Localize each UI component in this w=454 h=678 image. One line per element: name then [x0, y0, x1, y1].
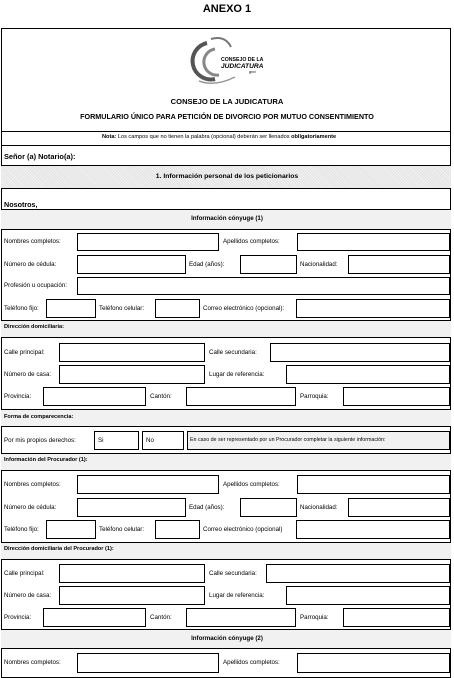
label-si: Si [98, 437, 104, 444]
salutation: Señor (a) Notario(a): [4, 152, 76, 161]
form-title: FORMULARIO ÚNICO PARA PETICIÓN DE DIVORCIO POR MUTUO CONSENTIMIENTO [80, 112, 374, 121]
procurador-cedula-field[interactable] [77, 498, 186, 517]
spouse2-title: Información cónyuge (2) [191, 635, 263, 642]
label-nombres: Nombres completos: [4, 481, 61, 488]
label-calle-principal: Calle principal: [4, 570, 45, 577]
spouse1-calle-secundaria-field[interactable] [270, 343, 450, 362]
divider [1, 188, 451, 189]
direccion-band [1, 320, 451, 338]
spouse1-numero-casa-field[interactable] [59, 365, 205, 384]
note-emphasis: obligatoriamente [291, 134, 337, 140]
label-apellidos: Apellidos completos: [223, 238, 280, 245]
procurador-correo-field[interactable] [296, 520, 450, 539]
label-canton: Cantón: [150, 393, 172, 400]
procurador-numero-casa-field[interactable] [59, 586, 205, 605]
label-telefono-celular: Teléfono celular: [99, 305, 145, 312]
label-cedula: Número de cédula: [4, 504, 57, 511]
label-info-procurador: Información del Procurador (1): [4, 457, 88, 463]
label-provincia: Provincia: [4, 393, 32, 400]
procurador-calle-secundaria-field[interactable] [266, 564, 450, 583]
label-nacionalidad: Nacionalidad: [300, 261, 338, 268]
label-direccion: Dirección domiciliaria: [4, 324, 64, 330]
procurador-calle-principal-field[interactable] [59, 564, 205, 583]
note-text [102, 134, 336, 140]
label-correo-proc: Correo electrónico (opcional) [203, 526, 283, 533]
label-apellidos: Apellidos completos: [223, 659, 280, 666]
spouse1-lugar-referencia-field[interactable] [286, 365, 450, 384]
label-nombres: Nombres completos: [4, 659, 61, 666]
label-nacionalidad: Nacionalidad: [300, 504, 338, 511]
procurador-note: En caso de ser representado por un Procurador completar la siguiente información: [190, 437, 386, 443]
org-name: CONSEJO DE LA JUDICATURA [170, 97, 284, 106]
procurador-lugar-referencia-field[interactable] [286, 586, 450, 605]
judicatura-logo [185, 35, 270, 87]
logo-emblem-icon [185, 35, 270, 87]
spouse1-title: Información cónyuge (1) [191, 215, 263, 222]
divider [1, 131, 451, 132]
spouse1-canton-field[interactable] [186, 387, 296, 406]
label-forma-comparecencia: Forma de comparecencia: [4, 414, 74, 420]
divider [1, 145, 451, 146]
spouse1-parroquia-field[interactable] [343, 387, 450, 406]
label-lugar-referencia: Lugar de referencia: [209, 371, 265, 378]
section1-title: 1. Información personal de los peticionarios [155, 173, 299, 180]
label-apellidos: Apellidos completos: [223, 481, 280, 488]
spouse2-apellidos-field[interactable] [297, 653, 450, 673]
spouse1-nacionalidad-field[interactable] [348, 255, 450, 274]
procurador-nombres-field[interactable] [77, 475, 219, 494]
label-telefono-celular: Teléfono celular: [99, 526, 145, 533]
spouse1-provincia-field[interactable] [43, 387, 146, 406]
procurador-edad-field[interactable] [240, 498, 297, 517]
label-calle-secundaria: Calle secundaria: [209, 570, 257, 577]
spouse1-nombres-field[interactable] [77, 233, 219, 251]
nosotros-label: Nosotros, [4, 200, 38, 209]
procurador-provincia-field[interactable] [43, 608, 146, 627]
label-cedula: Número de cédula: [4, 261, 57, 268]
label-calle-principal: Calle principal: [4, 349, 45, 356]
label-numero-casa: Número de casa: [4, 371, 52, 378]
spouse1-correo-field[interactable] [296, 299, 450, 318]
label-edad: Edad (años): [189, 504, 225, 511]
spouse1-edad-field[interactable] [240, 255, 297, 274]
procurador-parroquia-field[interactable] [343, 608, 450, 627]
label-calle-secundaria: Calle secundaria: [209, 349, 257, 356]
procurador-telefono-celular-field[interactable] [155, 520, 200, 539]
label-canton: Cantón: [150, 614, 172, 621]
label-edad: Edad (años): [189, 261, 225, 268]
procurador-telefono-fijo-field[interactable] [46, 520, 96, 539]
label-telefono-fijo: Teléfono fijo: [4, 526, 39, 533]
logo-line3: goo [249, 69, 256, 74]
annex-title: ANEXO 1 [202, 3, 252, 15]
label-telefono-fijo: Teléfono fijo: [4, 305, 39, 312]
label-profesion: Profesión u ocupación: [4, 282, 67, 289]
label-parroquia: Parroquia: [300, 393, 329, 400]
label-parroquia: Parroquia: [300, 614, 329, 621]
label-nombres: Nombres completos: [4, 238, 61, 245]
spouse2-nombres-field[interactable] [77, 653, 219, 673]
logo-line2: JUDICATURA [221, 63, 264, 70]
spouse1-apellidos-field[interactable] [297, 233, 450, 251]
note-prefix: Nota: [102, 134, 117, 140]
spouse1-telefono-celular-field[interactable] [155, 299, 200, 318]
procurador-nacionalidad-field[interactable] [348, 498, 450, 517]
label-provincia: Provincia: [4, 614, 32, 621]
note-body: Los campos que no tienen la palabra (opcional) deberán ser llenados [117, 134, 290, 140]
label-correo: Correo electrónico (opcional): [203, 305, 285, 312]
spouse1-cedula-field[interactable] [77, 255, 186, 274]
procurador-apellidos-field[interactable] [297, 475, 450, 494]
spouse1-calle-principal-field[interactable] [59, 343, 205, 362]
label-numero-casa: Número de casa: [4, 592, 52, 599]
label-direccion-procurador: Dirección domiciliaria del Procurador (1): [4, 546, 114, 552]
spouse1-telefono-fijo-field[interactable] [46, 299, 96, 318]
spouse1-profesion-field[interactable] [77, 277, 450, 295]
label-por-mis-derechos: Por mis propios derechos: [4, 437, 76, 444]
label-no: No [146, 437, 154, 444]
label-lugar-referencia: Lugar de referencia: [209, 592, 265, 599]
procurador-canton-field[interactable] [186, 608, 296, 627]
logo-line1: CONSEJO DE LA [221, 57, 264, 63]
